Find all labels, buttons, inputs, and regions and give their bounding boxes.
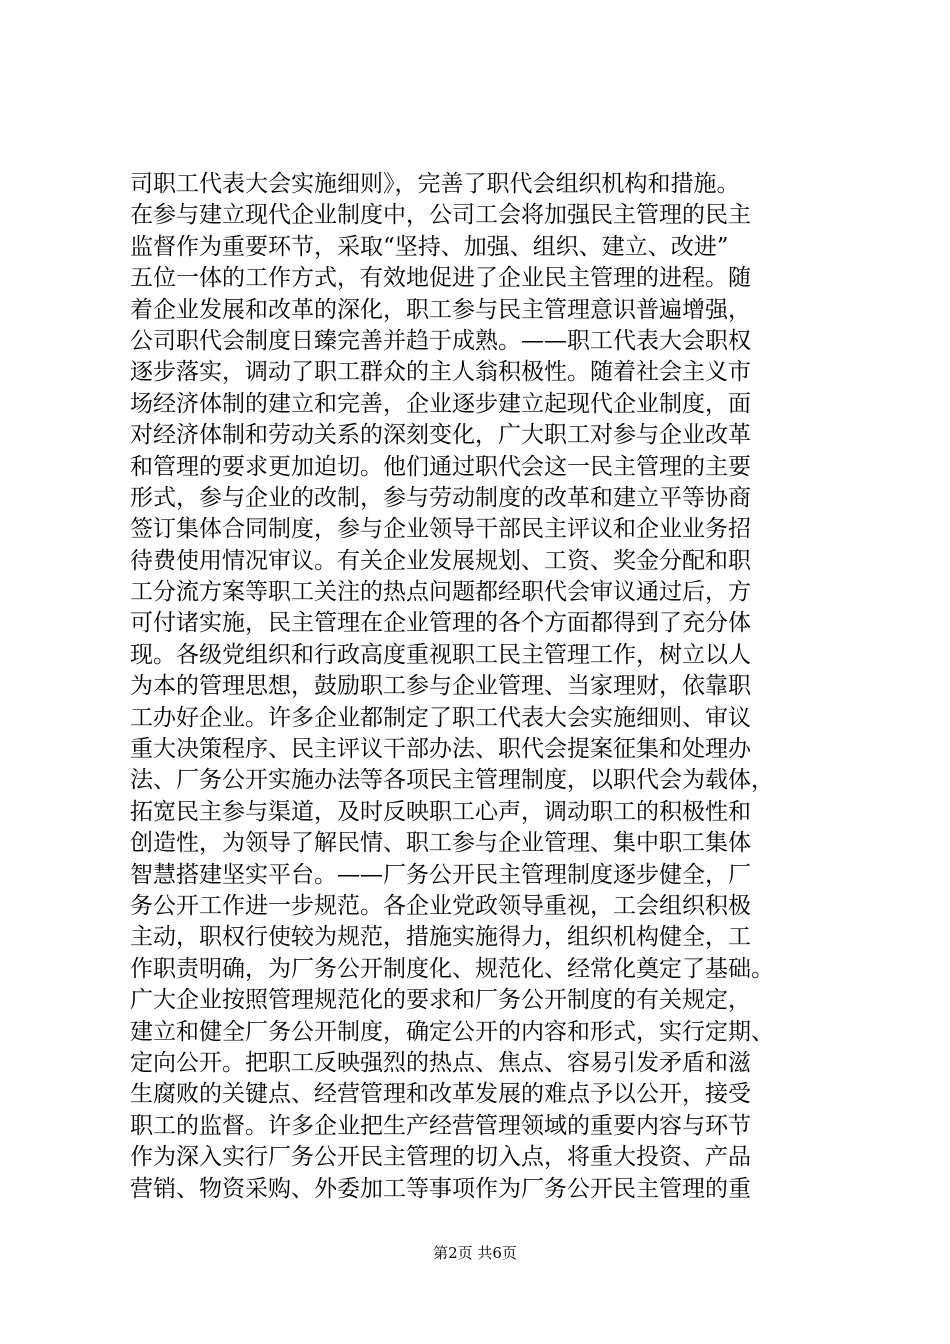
text-line: 待费使用情况审议。有关企业发展规划、工资、奖金分配和职 <box>130 547 751 574</box>
text-line: 创造性，为领导了解民情、职工参与企业管理、集中职工集体 <box>130 830 751 857</box>
text-line: 场经济体制的建立和完善，企业逐步建立起现代企业制度，面 <box>130 390 751 417</box>
text-line: 司职工代表大会实施细则》，完善了职代会组织机构和措施。 <box>130 171 740 197</box>
text-line: 和管理的要求更加迫切。他们通过职代会这一民主管理的主要 <box>130 453 751 480</box>
text-line: 重大决策程序、民主评议干部办法、职代会提案征集和处理办 <box>130 736 751 763</box>
text-line: 广大企业按照管理规范化的要求和厂务公开制度的有关规定， <box>130 987 751 1014</box>
text-line: 逐步落实，调动了职工群众的主人翁积极性。随着社会主义市 <box>130 359 751 386</box>
text-line: 着企业发展和改革的深化，职工参与民主管理意识普遍增强， <box>130 296 751 323</box>
text-line: 签订集体合同制度，参与企业领导干部民主评议和企业业务招 <box>130 516 751 543</box>
document-body <box>130 169 830 1205</box>
text-line: 务公开工作进一步规范。各企业党政领导重视，工会组织积极 <box>130 892 751 919</box>
text-line: 作为深入实行厂务公开民主管理的切入点，将重大投资、产品 <box>130 1144 751 1171</box>
text-line: 定向公开。把职工反映强烈的热点、焦点、容易引发矛盾和滋 <box>130 1049 751 1076</box>
text-line: 拓宽民主参与渠道，及时反映职工心声，调动职工的积极性和 <box>130 798 751 825</box>
text-line: 监督作为重要环节，采取“坚持、加强、组织、建立、改进” <box>130 233 729 260</box>
text-line: 主动，职权行使较为规范，措施实施得力，组织机构健全，工 <box>130 924 751 951</box>
text-line: 法、厂务公开实施办法等各项民主管理制度，以职代会为载体， <box>130 767 774 794</box>
text-line: 形式，参与企业的改制，参与劳动制度的改革和建立平等协商 <box>130 484 751 511</box>
text-line: 作职责明确，为厂务公开制度化、规范化、经常化奠定了基础。 <box>130 955 774 982</box>
text-line: 建立和健全厂务公开制度，确定公开的内容和形式，实行定期、 <box>130 1018 774 1045</box>
text-line: 营销、物资采购、外委加工等事项作为厂务公开民主管理的重 <box>130 1175 751 1202</box>
text-line: 对经济体制和劳动关系的深刻变化，广大职工对参与企业改革 <box>130 422 751 449</box>
page-number-footer: 第2页 共6页 <box>433 1244 517 1262</box>
text-line: 现。各级党组织和行政高度重视职工民主管理工作，树立以人 <box>130 641 751 668</box>
text-line: 工分流方案等职工关注的热点问题都经职代会审议通过后，方 <box>130 579 751 606</box>
text-line: 可付诸实施，民主管理在企业管理的各个方面都得到了充分体 <box>130 610 751 637</box>
text-line: 职工的监督。许多企业把生产经营管理领域的重要内容与环节 <box>130 1112 751 1139</box>
text-line: 为本的管理思想，鼓励职工参与企业管理、当家理财，依靠职 <box>130 673 751 700</box>
text-line: 工办好企业。许多企业都制定了职工代表大会实施细则、审议 <box>130 704 751 731</box>
text-line: 公司职代会制度日臻完善并趋于成熟。——职工代表大会职权 <box>130 327 751 354</box>
text-line: 在参与建立现代企业制度中，公司工会将加强民主管理的民主 <box>130 202 751 229</box>
text-line: 生腐败的关键点、经营管理和改革发展的难点予以公开，接受 <box>130 1081 751 1108</box>
text-line: 智慧搭建坚实平台。——厂务公开民主管理制度逐步健全，厂 <box>130 861 751 888</box>
text-line: 五位一体的工作方式，有效地促进了企业民主管理的进程。随 <box>130 265 751 292</box>
